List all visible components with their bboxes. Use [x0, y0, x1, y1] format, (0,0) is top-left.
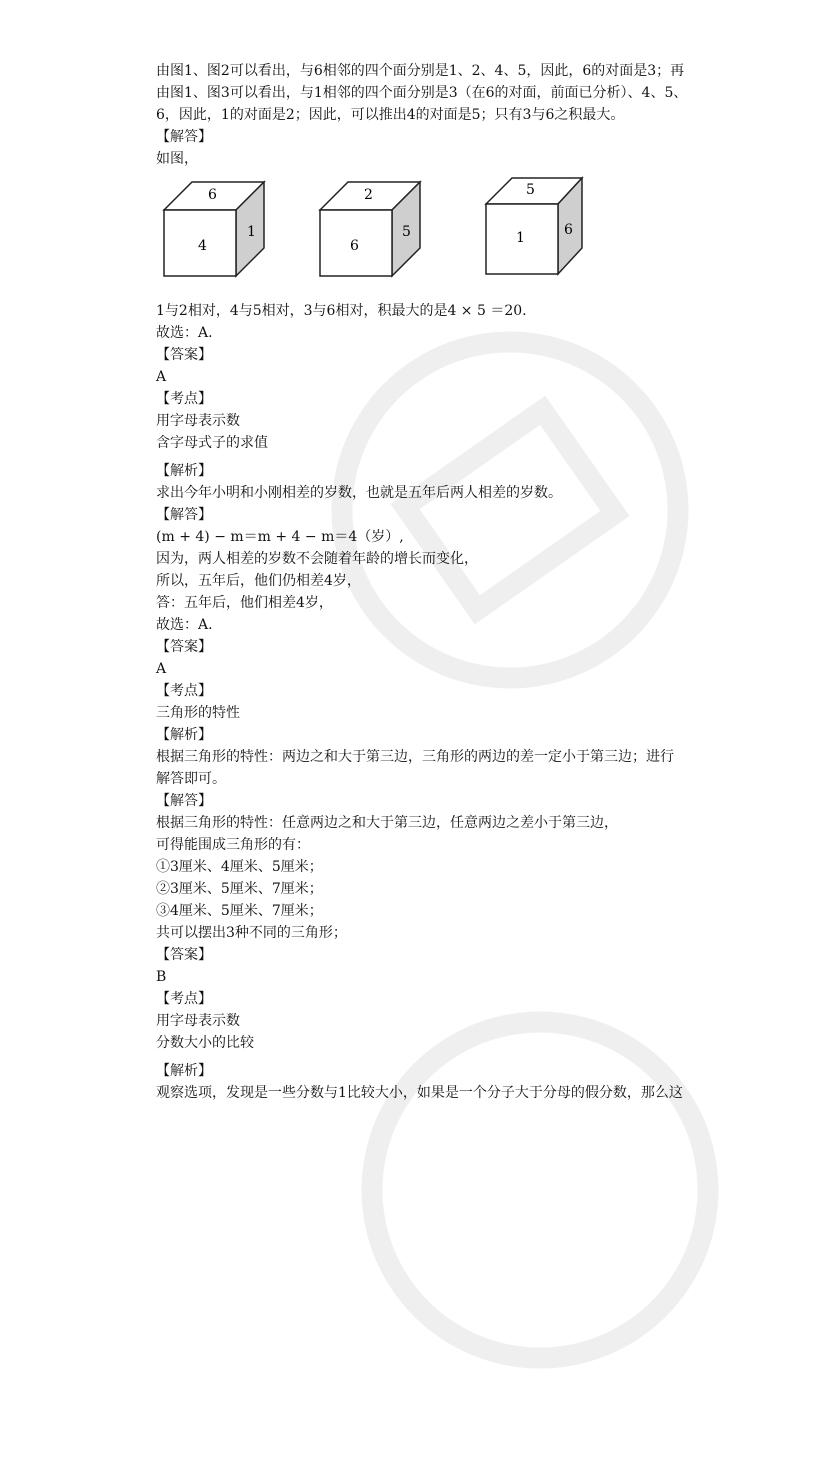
cube-1-front-label: 4 [198, 238, 207, 254]
q2-line: 答：五年后，他们相差4岁， [156, 595, 333, 611]
cube-3-top-label: 5 [526, 182, 535, 198]
q2-line: 三角形的特性 [156, 705, 240, 721]
top-line: 6，因此，1的对面是2；因此，可以推出4的对面是5；只有3与6之积最大。 [156, 107, 625, 123]
mid-line: 用字母表示数 [156, 413, 240, 429]
cube-figures [156, 176, 716, 296]
cube-3-front-label: 1 [516, 230, 525, 246]
q2-line: ①3厘米、4厘米、5厘米； [156, 859, 323, 875]
cube-3-side-label: 6 [564, 222, 573, 238]
cube-1-side-label: 1 [247, 224, 256, 240]
paragraph-bottom [156, 1060, 716, 1104]
cube-2-front-label: 6 [350, 238, 359, 254]
cube-1-top-label: 6 [208, 187, 217, 203]
q2-line: 【答案】 [156, 947, 212, 963]
paragraph-top [156, 60, 716, 170]
q2-line: 根据三角形的特性：任意两边之和大于第三边，任意两边之差小于第三边， [156, 815, 618, 831]
document-page [156, 60, 716, 1104]
q2-line: 【解答】 [156, 793, 212, 809]
q2-line: 可得能围成三角形的有： [156, 837, 310, 853]
mid-line: A [156, 369, 167, 385]
cube-2-top-label: 2 [364, 187, 373, 203]
cube-1 [162, 180, 272, 290]
q2-line: 【考点】 [156, 683, 212, 699]
q2-line: 共可以摆出3种不同的三角形； [156, 925, 347, 941]
q2-line: 【解析】 [156, 727, 212, 743]
q2-line: 求出今年小明和小刚相差的岁数，也就是五年后两人相差的岁数。 [156, 485, 562, 501]
q2-line: 分数大小的比较 [156, 1035, 254, 1051]
top-line: 如图， [156, 151, 198, 167]
top-line: 由图1、图3可以看出，与1相邻的四个面分别是3（在6的对面，前面已分析）、4、5、 [156, 85, 688, 101]
q2-line: 故选：A. [156, 617, 213, 633]
mid-line: 【考点】 [156, 391, 212, 407]
q2-line: 用字母表示数 [156, 1013, 240, 1029]
q2-line: 根据三角形的特性：两边之和大于第三边，三角形的两边的差一定小于第三边；进行 [156, 749, 674, 765]
bottom-line: 【解析】 [156, 1063, 212, 1079]
cube-2-side-label: 5 [402, 224, 411, 240]
q2-line: (m + 4) − m＝m + 4 − m＝4（岁）, [156, 529, 404, 545]
mid-line: 1与2相对，4与5相对，3与6相对，积最大的是4 × 5 ＝20. [156, 303, 527, 319]
paragraph-q2 [156, 460, 716, 1054]
cube-3 [484, 176, 594, 286]
mid-line: 含字母式子的求值 [156, 435, 268, 451]
top-line: 由图1、图2可以看出，与6相邻的四个面分别是1、2、4、5，因此，6的对面是3；再 [156, 63, 685, 79]
top-line: 【解答】 [156, 129, 212, 145]
q2-line: 【解答】 [156, 507, 212, 523]
q2-line: ②3厘米、5厘米、7厘米； [156, 881, 323, 897]
q2-line: 因为，两人相差的岁数不会随着年龄的增长而变化， [156, 551, 478, 567]
cube-2 [318, 180, 428, 290]
paragraph-mid [156, 300, 716, 454]
q2-line: 解答即可。 [156, 771, 226, 787]
q2-line: 【答案】 [156, 639, 212, 655]
mid-line: 【答案】 [156, 347, 212, 363]
q2-line: 【考点】 [156, 991, 212, 1007]
q2-line: A [156, 661, 167, 677]
mid-line: 故选：A. [156, 325, 213, 341]
q2-line: 【解析】 [156, 463, 212, 479]
q2-line: 所以，五年后，他们仍相差4岁， [156, 573, 361, 589]
bottom-line: 观察选项，发现是一些分数与1比较大小，如果是一个分子大于分母的假分数，那么这 [156, 1085, 683, 1101]
q2-line: ③4厘米、5厘米、7厘米； [156, 903, 323, 919]
q2-line: B [156, 969, 167, 985]
